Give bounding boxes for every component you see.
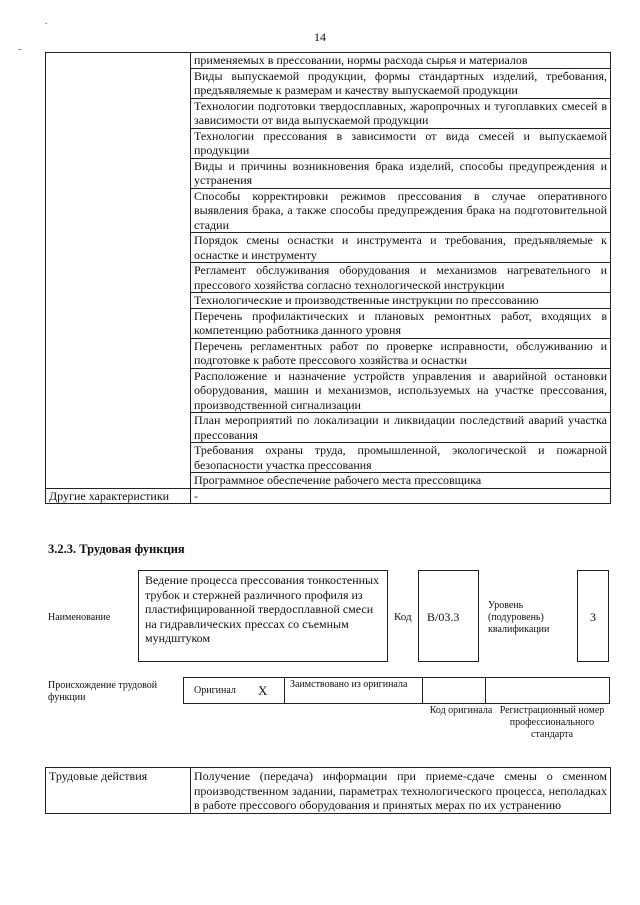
knowledge-item: План мероприятий по локализации и ликвидации последствий аварий участка прессования [191, 413, 611, 443]
knowledge-item: Требования охраны труда, промышленной, экологической и пожарной безопасности участка прессования [191, 443, 611, 473]
knowledge-item: Программное обеспечение рабочего места прессовщика [191, 473, 611, 489]
origin-box [183, 677, 610, 704]
origin-label: Происхождение трудовой функции [48, 680, 158, 703]
section-title: 3.2.3. Трудовая функция [48, 542, 185, 556]
knowledge-item: Перечень профилактических и плановых ремонтных работ, входящих в компетенцию работника данного уровня [191, 308, 611, 338]
code-label: Код [394, 611, 412, 623]
knowledge-item: Расположение и назначение устройств управления и аварийной остановки оборудования, машин и механизмов, используемых на участке прессования, производственной сигнализации [191, 368, 611, 413]
other-characteristics-value: - [191, 488, 611, 504]
code-box [418, 570, 479, 662]
knowledge-item: Виды и причины возникновения брака изделий, способы предупреждения и устранения [191, 158, 611, 188]
page-number: 14 [314, 30, 326, 44]
code-original-label: Код оригинала [429, 705, 493, 716]
level-label: Уровень (подуровень) квалификации [488, 600, 550, 635]
name-label: Наименование [48, 612, 111, 623]
labor-action-item: Получение (передача) информации при приеме-сдаче смены о сменном производственном задании, параметрах технологического процесса, неполадках в работе прессового оборудования и принятых мерах по их устранению [191, 768, 611, 814]
code-value: В/03.3 [427, 610, 460, 624]
knowledge-item: Регламент обслуживания оборудования и механизмов нагревательного и прессового хозяйства согласно технологической инструкции [191, 263, 611, 293]
level-value: 3 [590, 610, 596, 624]
original-label: Оригинал [194, 685, 236, 696]
knowledge-item: Технологии прессования в зависимости от вида смесей и выпускаемой продукции [191, 128, 611, 158]
knowledge-item: Перечень регламентных работ по проверке исправности, обслуживанию и подготовке к работе прессового хозяйства и оснастки [191, 338, 611, 368]
knowledge-table [45, 52, 611, 504]
knowledge-item: применяемых в прессовании, нормы расхода сырья и материалов [191, 53, 611, 69]
cell-divider [284, 678, 285, 703]
reg-number-label: Регистрационный номер профессионального стандарта [499, 705, 605, 740]
labor-actions-label: Трудовые действия [46, 768, 191, 814]
knowledge-item: Порядок смены оснастки и инструмента и требования, предъявляемые к оснастке и инструменту [191, 233, 611, 263]
scan-mark: - [18, 44, 22, 55]
labor-actions-table [45, 767, 611, 814]
borrowed-label: Заимствовано из оригинала [290, 679, 408, 690]
level-box [577, 570, 609, 662]
other-characteristics-label: Другие характеристики [46, 488, 191, 504]
function-name-value: Ведение процесса прессования тонкостенных трубок и стержней различного профиля из пластифицированной твердосплавной смеси на гидравлических прессах со съемным мундштуком [145, 573, 380, 645]
knowledge-item: Виды выпускаемой продукции, формы стандартных изделий, требования, предъявляемые к размерам и качеству выпускаемой продукции [191, 68, 611, 98]
table-row [46, 768, 611, 814]
knowledge-table-body [46, 53, 611, 504]
table-row [46, 488, 611, 504]
table-row [46, 53, 611, 69]
cell-divider [422, 678, 423, 703]
cell-divider [485, 678, 486, 703]
knowledge-item: Технологии подготовки твердосплавных, жаропрочных и тугоплавких смесей в зависимости от вида выпускаемой продукции [191, 98, 611, 128]
function-name-box [138, 570, 388, 662]
knowledge-item: Способы корректировки режимов прессования в случае оперативного выявления брака, а также способы предупреждения брака на подготовительной стадии [191, 188, 611, 233]
original-mark: X [258, 683, 268, 698]
knowledge-item: Технологические и производственные инструкции по прессованию [191, 293, 611, 309]
scan-mark: . [45, 16, 48, 27]
table-empty-cell [46, 53, 191, 489]
